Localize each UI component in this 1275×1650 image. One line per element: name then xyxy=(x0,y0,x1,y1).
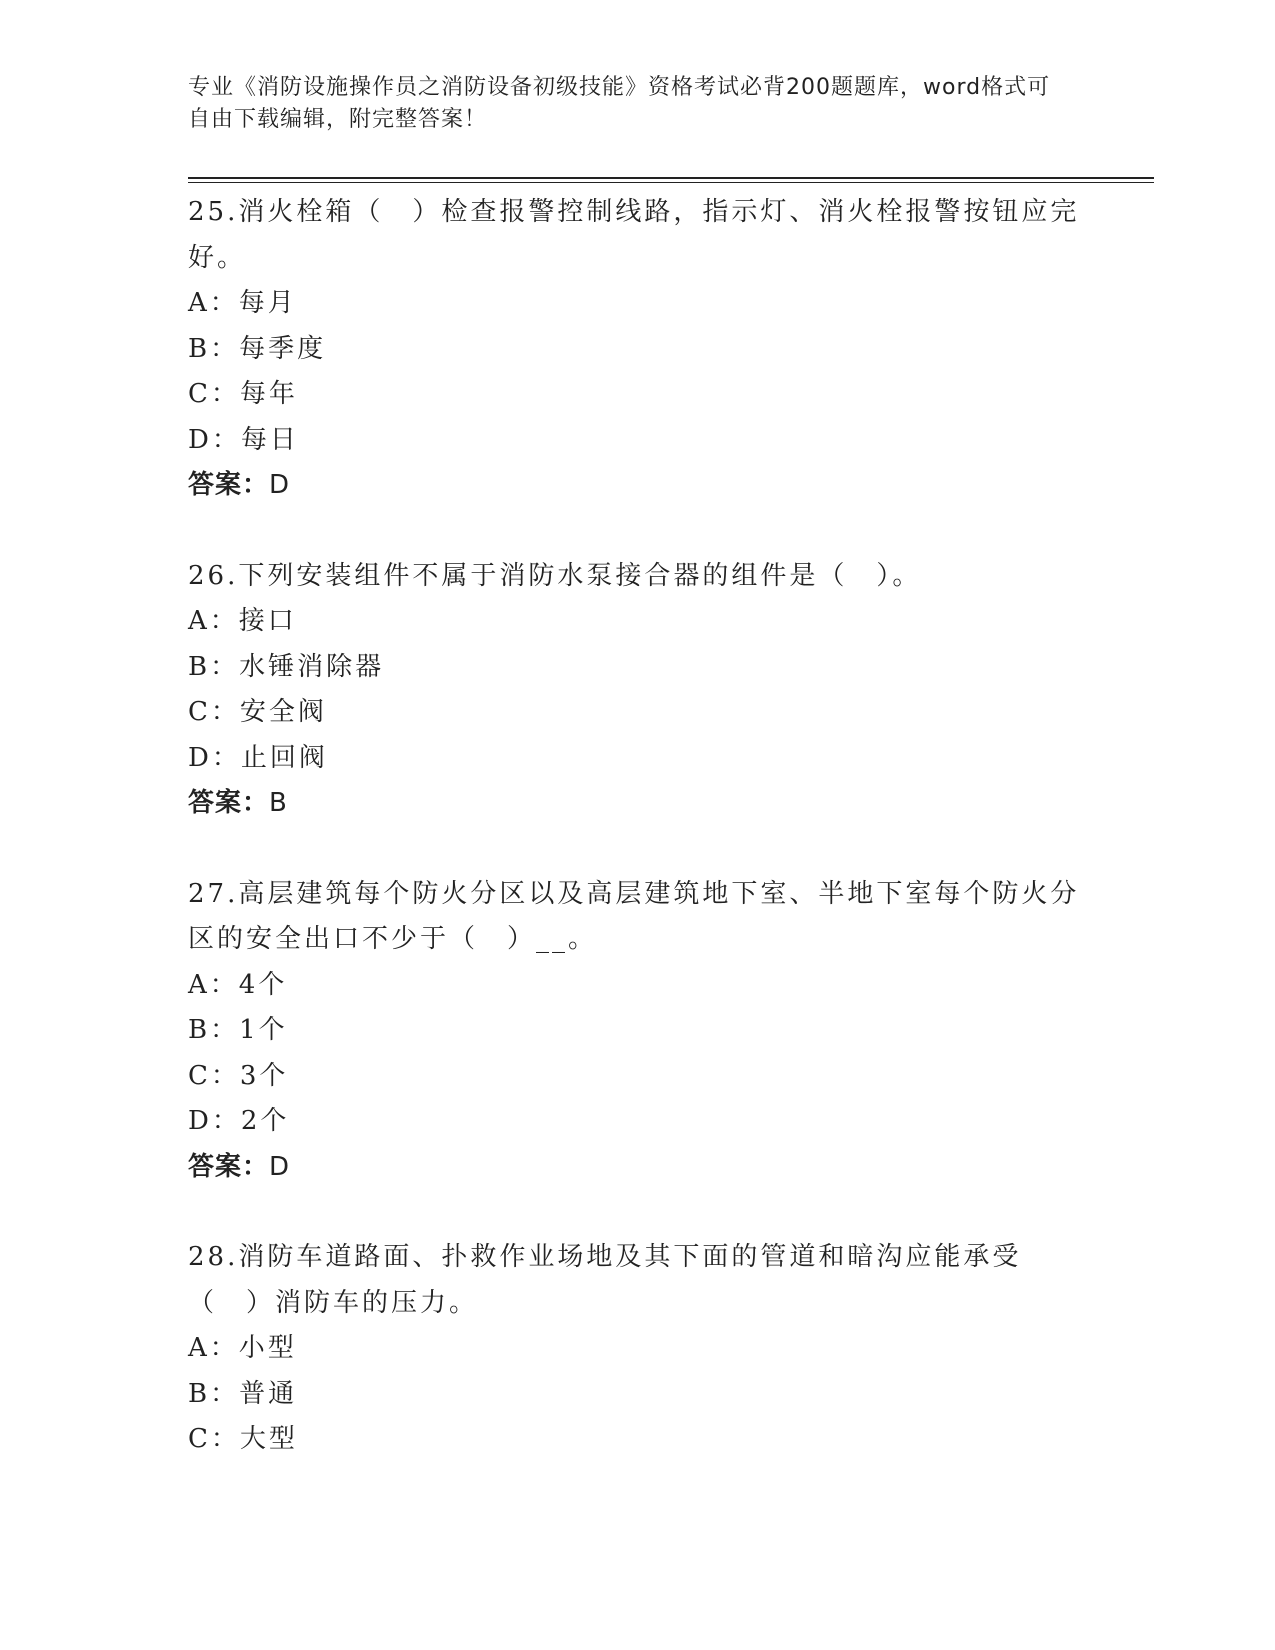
option-c: C：每年 xyxy=(188,379,298,409)
question-stem: 26.下列安装组件不属于消防水泵接合器的组件是（ ）。 xyxy=(188,560,922,591)
answer-line xyxy=(188,781,1088,827)
option-b: B：水锤消除器 xyxy=(188,651,385,682)
option-b: B：普通 xyxy=(188,1378,298,1409)
option-c: C：大型 xyxy=(188,1424,298,1454)
answer-value: D xyxy=(269,1151,291,1182)
option-c: C：安全阀 xyxy=(188,697,327,727)
answer-value: B xyxy=(269,788,288,818)
answer-value: D xyxy=(269,470,291,500)
header-divider-thick xyxy=(188,177,1154,179)
option-a: A：小型 xyxy=(188,1333,297,1363)
question-list xyxy=(188,190,1088,1508)
question-stem: 27.高层建筑每个防火分区以及高层建筑地下室、半地下室每个防火分区的安全出口不少于（ ）__。 xyxy=(188,878,1080,954)
question-27 xyxy=(188,872,1088,1191)
answer-line xyxy=(188,463,1088,509)
option-b: B：每季度 xyxy=(188,333,327,364)
answer-line xyxy=(188,1145,1088,1191)
question-stem: 25.消火栓箱（ ）检查报警控制线路，指示灯、消火栓报警按钮应完好。 xyxy=(188,197,1080,273)
option-c: C：3个 xyxy=(188,1060,289,1091)
answer-label: 答案： xyxy=(188,470,270,500)
question-25 xyxy=(188,190,1088,509)
option-a: A：4个 xyxy=(188,969,288,1000)
option-d: D：2个 xyxy=(188,1106,290,1136)
question-stem: 28.消防车道路面、扑救作业场地及其下面的管道和暗沟应能承受（ ）消防车的压力。 xyxy=(188,1242,1022,1318)
header-divider-thin xyxy=(188,182,1154,183)
option-a: A：每月 xyxy=(188,288,297,318)
option-d: D：止回阀 xyxy=(188,742,328,773)
option-b: B：1个 xyxy=(188,1015,288,1045)
document-header: 专业《消防设施操作员之消防设备初级技能》资格考试必背200题题库，word格式可自由下载编辑，附完整答案！ xyxy=(188,75,1051,132)
answer-label: 答案： xyxy=(188,1151,270,1182)
question-26 xyxy=(188,554,1088,827)
question-28 xyxy=(188,1235,1088,1463)
answer-label: 答案： xyxy=(188,788,270,818)
option-a: A：接口 xyxy=(188,606,297,636)
option-d: D：每日 xyxy=(188,424,299,455)
